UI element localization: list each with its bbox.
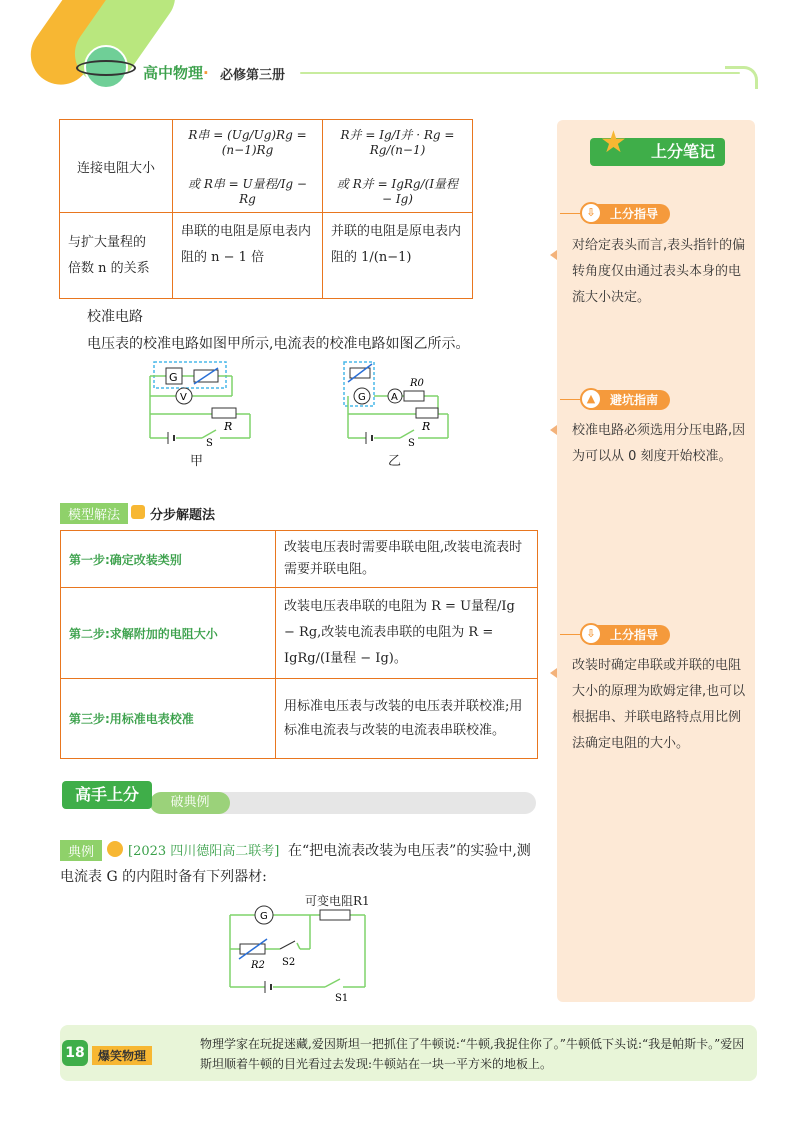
tag-label: 上分指导 bbox=[610, 628, 659, 642]
note-pointer bbox=[550, 668, 557, 678]
section-title: 高手上分 bbox=[62, 781, 152, 809]
book-subtitle: 必修第三册 bbox=[220, 68, 286, 83]
table-row bbox=[61, 531, 538, 588]
parallel-formula-b: 或 R并 = IgRg/(I量程 − Ig) bbox=[336, 177, 459, 206]
svg-text:G: G bbox=[260, 911, 268, 922]
circuit-diagram-b bbox=[338, 358, 458, 448]
tag-label: 上分指导 bbox=[610, 207, 659, 221]
page-number: 18 bbox=[62, 1040, 88, 1066]
step-desc: 改装电压表串联的电阻为 R = U量程/Ig − Rg,改装电流表串联的电阻为 R = IgRg/(I量程 − Ig)。 bbox=[276, 588, 538, 679]
step-label: 第二步:求解附加的电阻大小 bbox=[61, 588, 276, 679]
sidebar-tag-tip bbox=[582, 625, 670, 645]
step-desc: 改装电压表时需要串联电阻,改装电流表时需要并联电阻。 bbox=[276, 531, 538, 588]
parallel-formula-a: R并 = Ig/I并 · Rg = Rg/(n−1) bbox=[340, 128, 455, 157]
book-title: 高中物理· bbox=[143, 64, 209, 82]
parallel-relation: 并联的电阻是原电表内阻的 1/(n−1) bbox=[323, 213, 473, 299]
series-relation: 串联的电阻是原电表内阻的 n − 1 倍 bbox=[173, 213, 323, 299]
svg-text:S: S bbox=[408, 438, 415, 448]
svg-text:R: R bbox=[422, 420, 431, 433]
example-text-a: 在“把电流表改装为电压表”的实验中,测 bbox=[288, 843, 531, 859]
parallel-formula-cell bbox=[323, 120, 473, 213]
down-arrow-icon: ⇩ bbox=[580, 623, 602, 645]
series-formula-a: R串 = (Ug/Ug)Rg = (n−1)Rg bbox=[188, 128, 307, 157]
model-badge: 模型解法 bbox=[60, 503, 128, 524]
svg-text:R2: R2 bbox=[251, 960, 265, 971]
svg-text:G: G bbox=[358, 392, 366, 403]
svg-text:S1: S1 bbox=[335, 993, 349, 1004]
row-label-resistance: 连接电阻大小 bbox=[60, 120, 173, 213]
tag-connector bbox=[560, 399, 582, 400]
svg-text:A: A bbox=[391, 392, 398, 403]
svg-text:G: G bbox=[169, 371, 178, 384]
sidebar-note: 对给定表头而言,表头指针的偏转角度仅由通过表头本身的电流大小决定。 bbox=[572, 238, 746, 305]
down-arrow-icon: ⇩ bbox=[580, 202, 602, 224]
table-row bbox=[61, 588, 538, 679]
example-badge: 典例 bbox=[60, 840, 102, 861]
figure-label-r1: 可变电阻R1 bbox=[305, 894, 370, 908]
header-divider bbox=[300, 72, 740, 74]
sidebar-note: 校准电路必须选用分压电路,因为可以从 0 刻度开始校准。 bbox=[572, 423, 746, 464]
tag-connector bbox=[560, 634, 582, 635]
svg-text:S2: S2 bbox=[282, 957, 296, 968]
step-desc: 用标准电压表与改装的电压表并联校准;用标准电流表与改装的电流表串联校准。 bbox=[276, 679, 538, 759]
row-label-relation bbox=[60, 213, 173, 299]
steps-table bbox=[60, 530, 538, 759]
sun-icon bbox=[107, 841, 123, 857]
series-formula-b: 或 R串 = U量程/Ig − Rg bbox=[188, 177, 307, 206]
sidebar-tag-tip bbox=[582, 204, 670, 224]
table-row bbox=[61, 679, 538, 759]
example-circuit bbox=[225, 905, 375, 1005]
fig-a-label: 甲 bbox=[190, 454, 204, 469]
model-title: 分步解题法 bbox=[150, 508, 216, 523]
sidebar-title: 上分笔记 bbox=[590, 138, 725, 166]
warning-icon: ▲ bbox=[580, 388, 602, 410]
row-label-relation-b: 倍数 n 的关系 bbox=[68, 260, 150, 276]
sidebar-tag-warning bbox=[582, 390, 670, 410]
sidebar-note: 改装时确定串联或并联的电阻大小的原理为欧姆定律,也可以根据串、并联电路特点用比例法确定电阻的大小。 bbox=[572, 658, 746, 751]
example-text-b: 电流表 G 的内阻时备有下列器材: bbox=[60, 869, 267, 885]
tag-label: 避坑指南 bbox=[610, 393, 659, 407]
calib-desc: 电压表的校准电路如图甲所示,电流表的校准电路如图乙所示。 bbox=[87, 336, 470, 352]
step-label: 第一步:确定改装类别 bbox=[61, 531, 276, 588]
footer-joke: 物理学家在玩捉迷藏,爱因斯坦一把抓住了牛顿说:“牛顿,我捉住你了。”牛顿低下头说:“我是帕斯卡。”爱因斯坦顺着牛顿的目光看过去发现:牛顿站在一块一平方米的地板上。 bbox=[200, 1037, 745, 1071]
svg-text:R: R bbox=[224, 420, 233, 433]
calib-heading: 校准电路 bbox=[87, 309, 143, 325]
footer-label: 爆笑物理 bbox=[92, 1046, 152, 1065]
svg-text:V: V bbox=[180, 392, 187, 403]
series-formula-cell bbox=[173, 120, 323, 213]
svg-text:R0: R0 bbox=[410, 378, 424, 389]
example-source: [2023 四川德阳高二联考] bbox=[128, 844, 280, 859]
header-divider-curve bbox=[725, 66, 758, 89]
tag-connector bbox=[560, 213, 582, 214]
note-pointer bbox=[550, 425, 557, 435]
planet-ring-icon bbox=[76, 60, 136, 76]
star-mascot-icon: ★ bbox=[600, 125, 627, 160]
step-label: 第三步:用标准电表校准 bbox=[61, 679, 276, 759]
row-label-relation-a: 与扩大量程的 bbox=[68, 234, 147, 250]
comparison-table bbox=[59, 119, 473, 299]
section-subtitle: 破典例 bbox=[150, 792, 230, 814]
shield-icon bbox=[131, 505, 145, 519]
fig-b-label: 乙 bbox=[388, 454, 402, 469]
circuit-diagram-a bbox=[140, 358, 260, 448]
note-pointer bbox=[550, 250, 557, 260]
svg-text:S: S bbox=[206, 438, 213, 448]
